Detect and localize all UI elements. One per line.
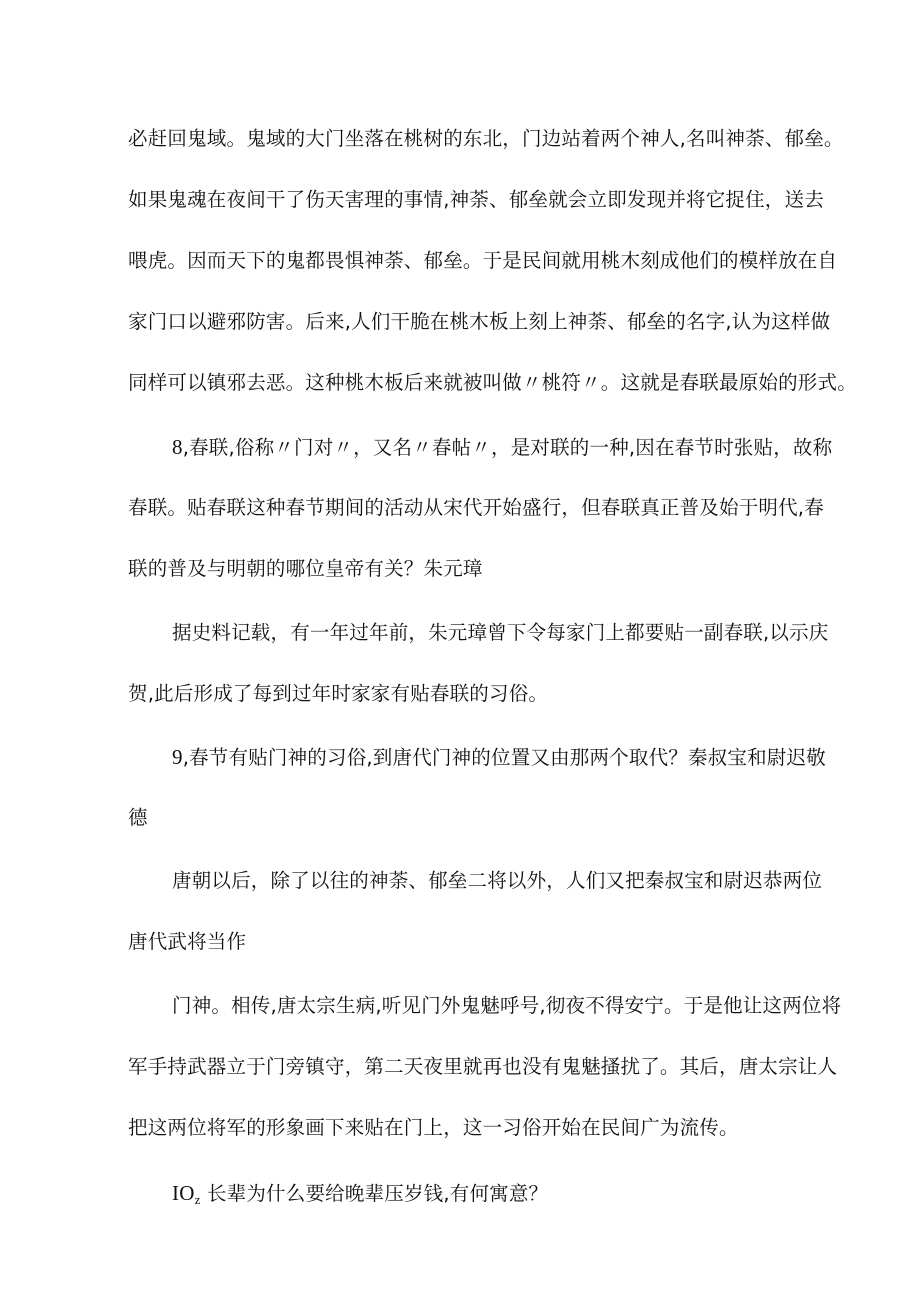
text-line: 军手持武器立于门旁镇守，第二天夜里就再也没有鬼魅搔扰了。其后，唐太宗让人: [128, 1055, 838, 1078]
text-line: 春联。贴春联这种春节期间的活动从宋代开始盛行，但春联真正普及始于明代,春: [128, 496, 824, 519]
text-line: 同样可以镇邪去恶。这种桃木板后来就被叫做〃桃符〃。这就是春联最原始的形式。: [128, 371, 857, 394]
text-line: 德: [128, 806, 148, 829]
text-line: 贺,此后形成了每到过年时家家有贴春联的习俗。: [128, 682, 549, 705]
text-line: 门神。相传,唐太宗生病,听见门外鬼魅呼号,彻夜不得安宁。于是他让这两位将: [172, 994, 842, 1017]
text-line: 把这两位将军的形象画下来贴在门上，这一习俗开始在民间广为流传。: [128, 1116, 739, 1139]
question-number: IO: [172, 1181, 195, 1205]
text-line: 据史料记载，有一年过年前，朱元璋曾下令每家门上都要贴一副春联,以示庆: [172, 621, 829, 644]
question-9-line: 9,春节有贴门神的习俗,到唐代门神的位置又由那两个取代？秦叔宝和尉迟敬: [172, 745, 826, 769]
question-number-suffix: z: [194, 1192, 201, 1207]
text-line: 喂虎。因而天下的鬼都畏惧神荼、郁垒。于是民间就用桃木刻成他们的模样放在自: [128, 249, 838, 272]
text-line: 必赶回鬼域。鬼域的大门坐落在桃树的东北，门边站着两个神人,名叫神荼、郁垒。: [128, 127, 844, 150]
question-number: 8: [172, 435, 183, 459]
text-line: 唐代武将当作: [128, 930, 247, 953]
question-8-line: 8,春联,俗称〃门对〃，又名〃春帖〃，是对联的一种,因在春节时张贴，故称: [172, 435, 833, 459]
question-number: 9: [172, 745, 183, 769]
question-10-line: $IO_z$ 长辈为什么要给晚辈压岁钱,有何寓意？: [172, 1181, 549, 1207]
text-line: 如果鬼魂在夜间干了伤天害理的事情,神荼、郁垒就会立即发现并将它捉住，送去: [128, 188, 824, 211]
text-line: 家门口以避邪防害。后来,人们干脆在桃木板上刻上神荼、郁垒的名字,认为这样做: [128, 310, 831, 333]
text-line: 唐朝以后，除了以往的神荼、郁垒二将以外，人们又把秦叔宝和尉迟恭两位: [172, 869, 823, 892]
text-line: 联的普及与明朝的哪位皇帝有关？朱元璋: [128, 557, 483, 580]
